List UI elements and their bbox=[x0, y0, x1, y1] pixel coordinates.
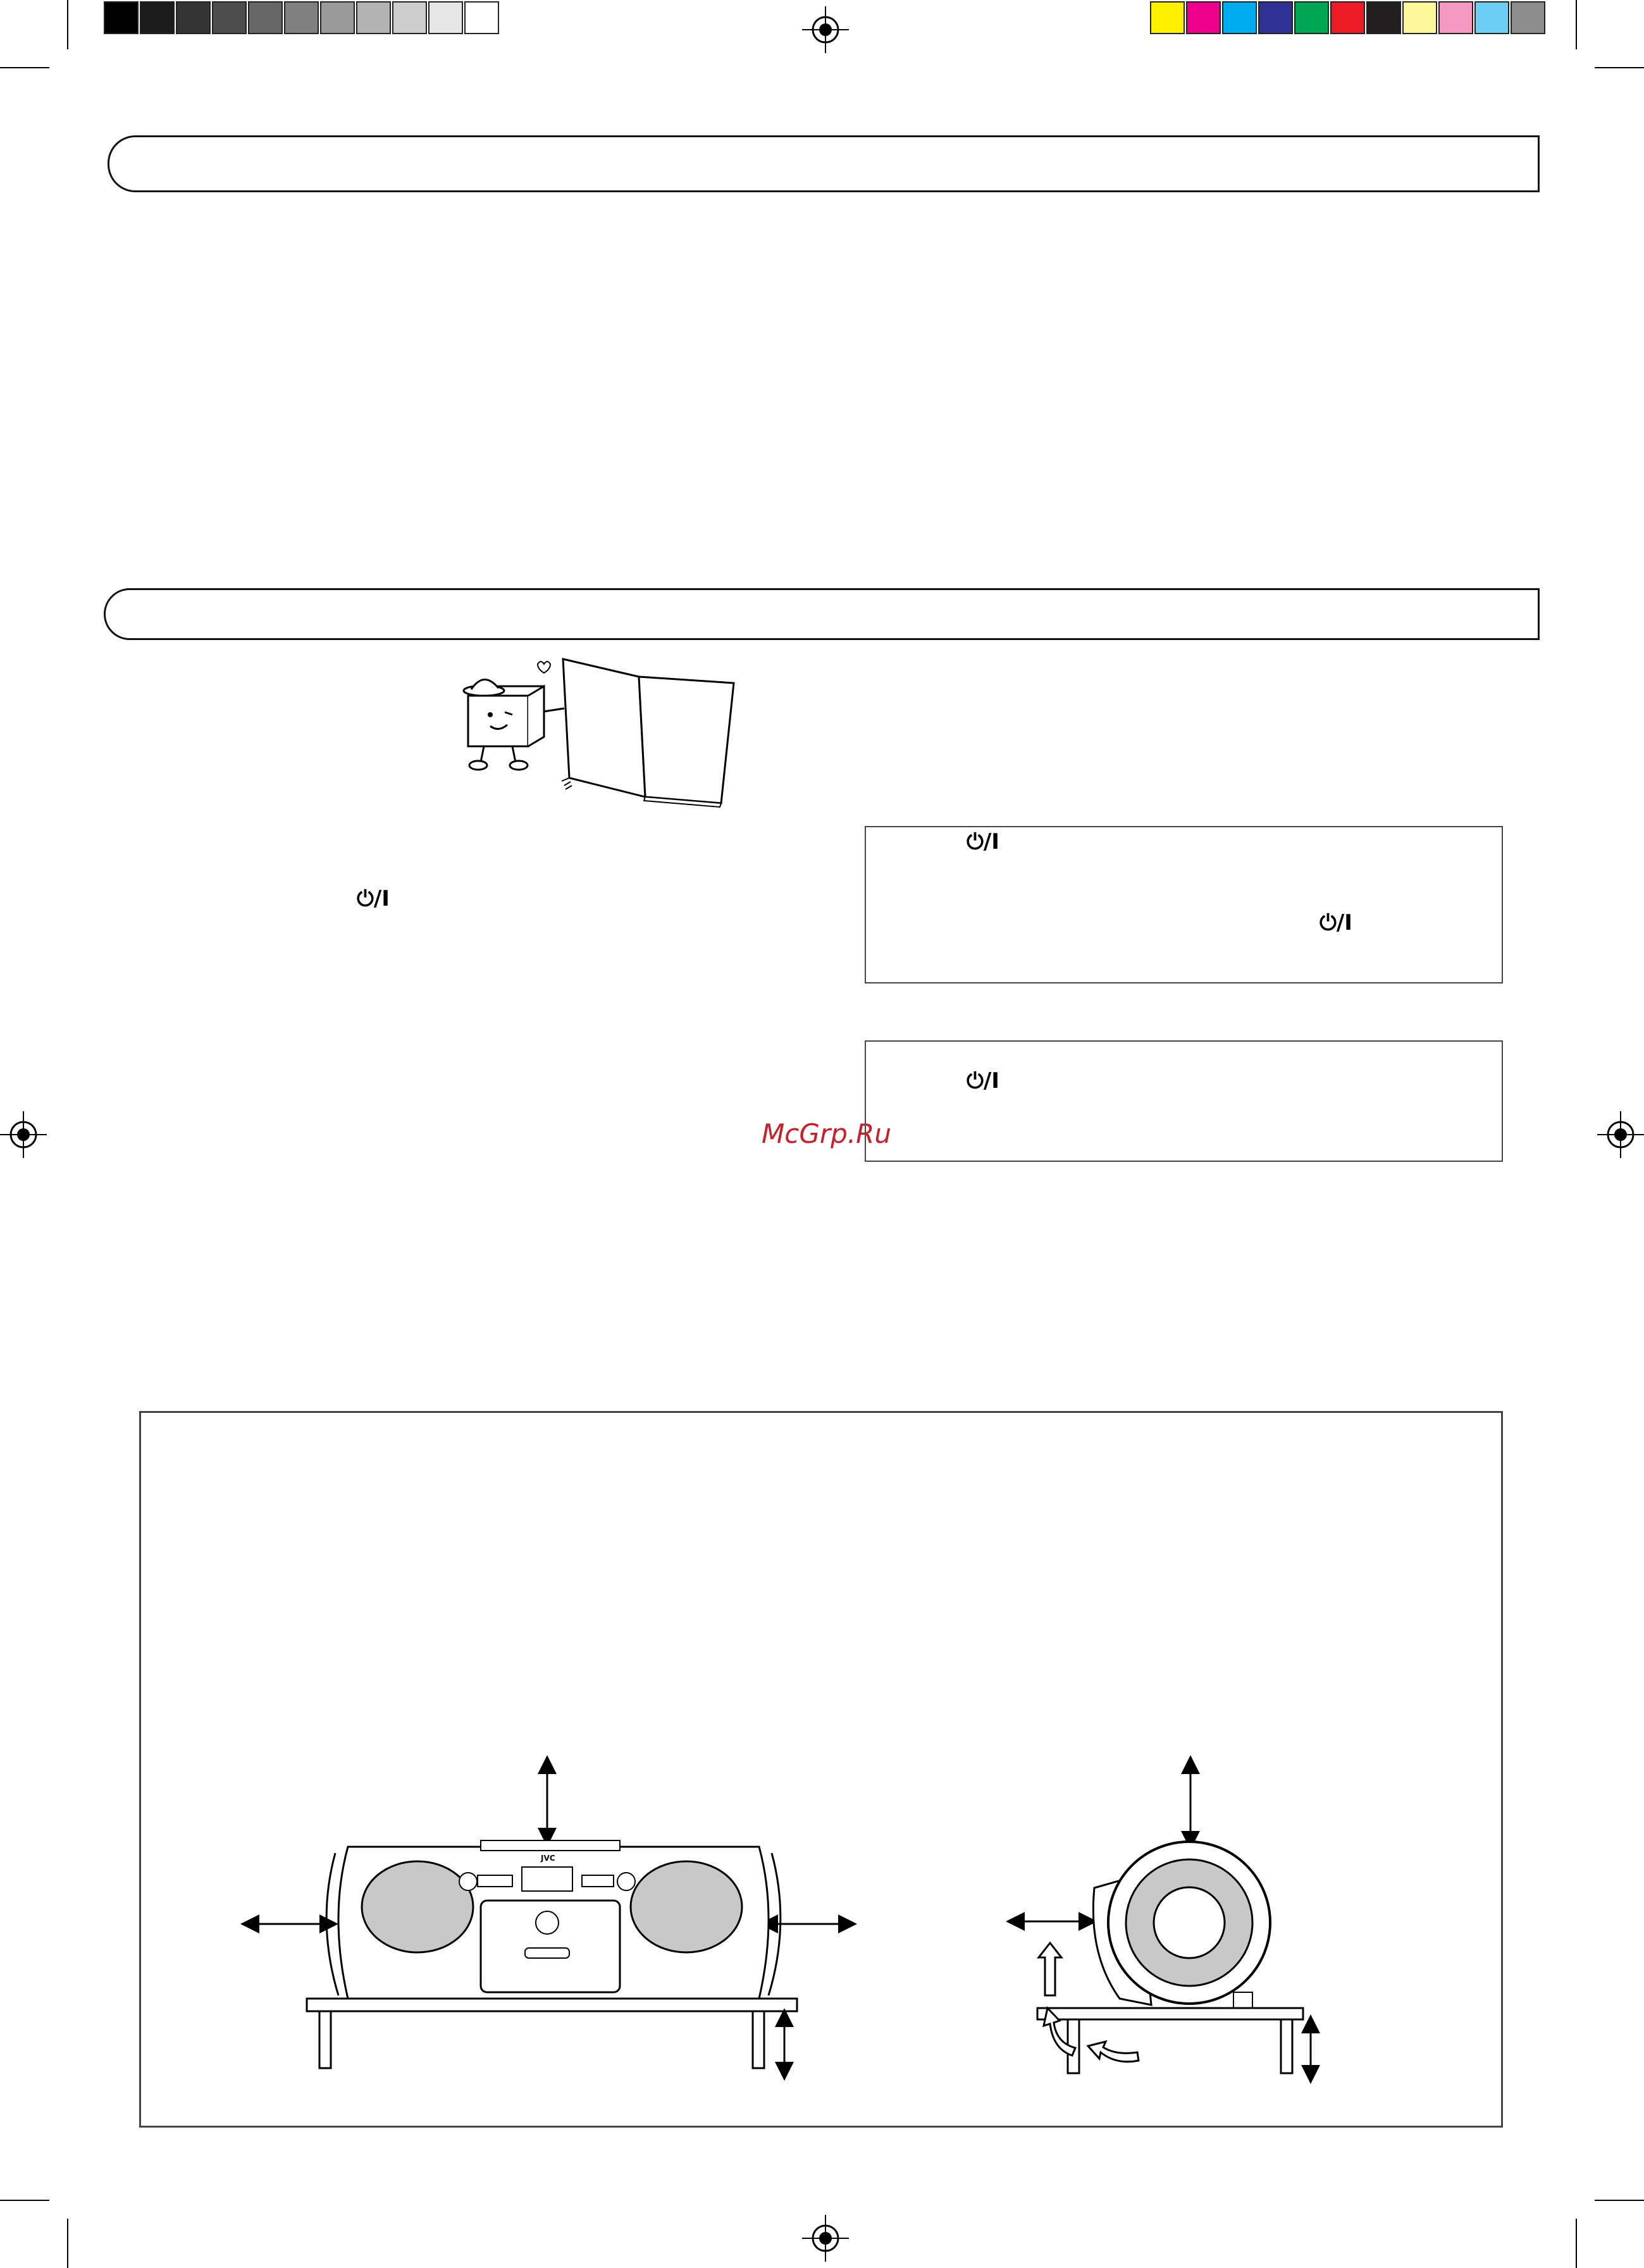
brand-label: JVC bbox=[541, 1854, 555, 1863]
boombox-front-view-illustration bbox=[240, 1752, 860, 2081]
calibration-swatch bbox=[1294, 1, 1329, 34]
registration-target-icon bbox=[0, 1111, 47, 1158]
crop-mark bbox=[1576, 0, 1577, 49]
calibration-swatch bbox=[284, 1, 319, 34]
calibration-swatch bbox=[1222, 1, 1257, 34]
section-header-bar-1 bbox=[108, 135, 1540, 192]
grayscale-calibration-strip bbox=[104, 1, 500, 37]
calibration-swatch bbox=[212, 1, 247, 34]
notice-box-1 bbox=[865, 826, 1503, 983]
crop-mark bbox=[1595, 2200, 1644, 2201]
watermark: McGrp.Ru bbox=[762, 1118, 891, 1149]
calibration-swatch bbox=[1511, 1, 1545, 34]
crop-mark bbox=[1576, 2219, 1577, 2268]
calibration-swatch bbox=[1186, 1, 1221, 34]
calibration-swatch bbox=[1438, 1, 1473, 34]
crop-mark bbox=[67, 2219, 68, 2268]
calibration-swatch bbox=[1150, 1, 1185, 34]
calibration-swatch bbox=[1402, 1, 1437, 34]
power-standby-symbol: ⏻/I bbox=[1320, 910, 1352, 935]
crop-mark bbox=[1595, 67, 1644, 68]
notice-box-2 bbox=[865, 1040, 1503, 1162]
calibration-swatch bbox=[176, 1, 211, 34]
crop-mark bbox=[0, 67, 49, 68]
crop-mark bbox=[0, 2200, 49, 2201]
power-standby-symbol: ⏻/I bbox=[967, 829, 999, 854]
calibration-swatch bbox=[428, 1, 463, 34]
calibration-swatch bbox=[1330, 1, 1365, 34]
crop-mark bbox=[67, 0, 68, 49]
section-header-bar-2 bbox=[104, 588, 1540, 640]
registration-target-icon bbox=[802, 2215, 849, 2262]
calibration-swatch bbox=[320, 1, 355, 34]
boombox-side-view-illustration bbox=[993, 1752, 1347, 2081]
calibration-swatch bbox=[356, 1, 391, 34]
power-standby-symbol: ⏻/I bbox=[357, 886, 390, 911]
calibration-swatch bbox=[1474, 1, 1509, 34]
registration-target-icon bbox=[802, 6, 849, 53]
registration-target-icon bbox=[1597, 1111, 1644, 1158]
mascot-reading-manual-illustration bbox=[455, 651, 740, 810]
calibration-swatch bbox=[392, 1, 427, 34]
calibration-swatch bbox=[1366, 1, 1401, 34]
calibration-swatch bbox=[1258, 1, 1293, 34]
calibration-swatch bbox=[248, 1, 283, 34]
power-standby-symbol: ⏻/I bbox=[967, 1068, 999, 1094]
calibration-swatch bbox=[464, 1, 499, 34]
calibration-swatch bbox=[104, 1, 139, 34]
calibration-swatch bbox=[140, 1, 175, 34]
color-calibration-strip bbox=[1150, 1, 1547, 37]
